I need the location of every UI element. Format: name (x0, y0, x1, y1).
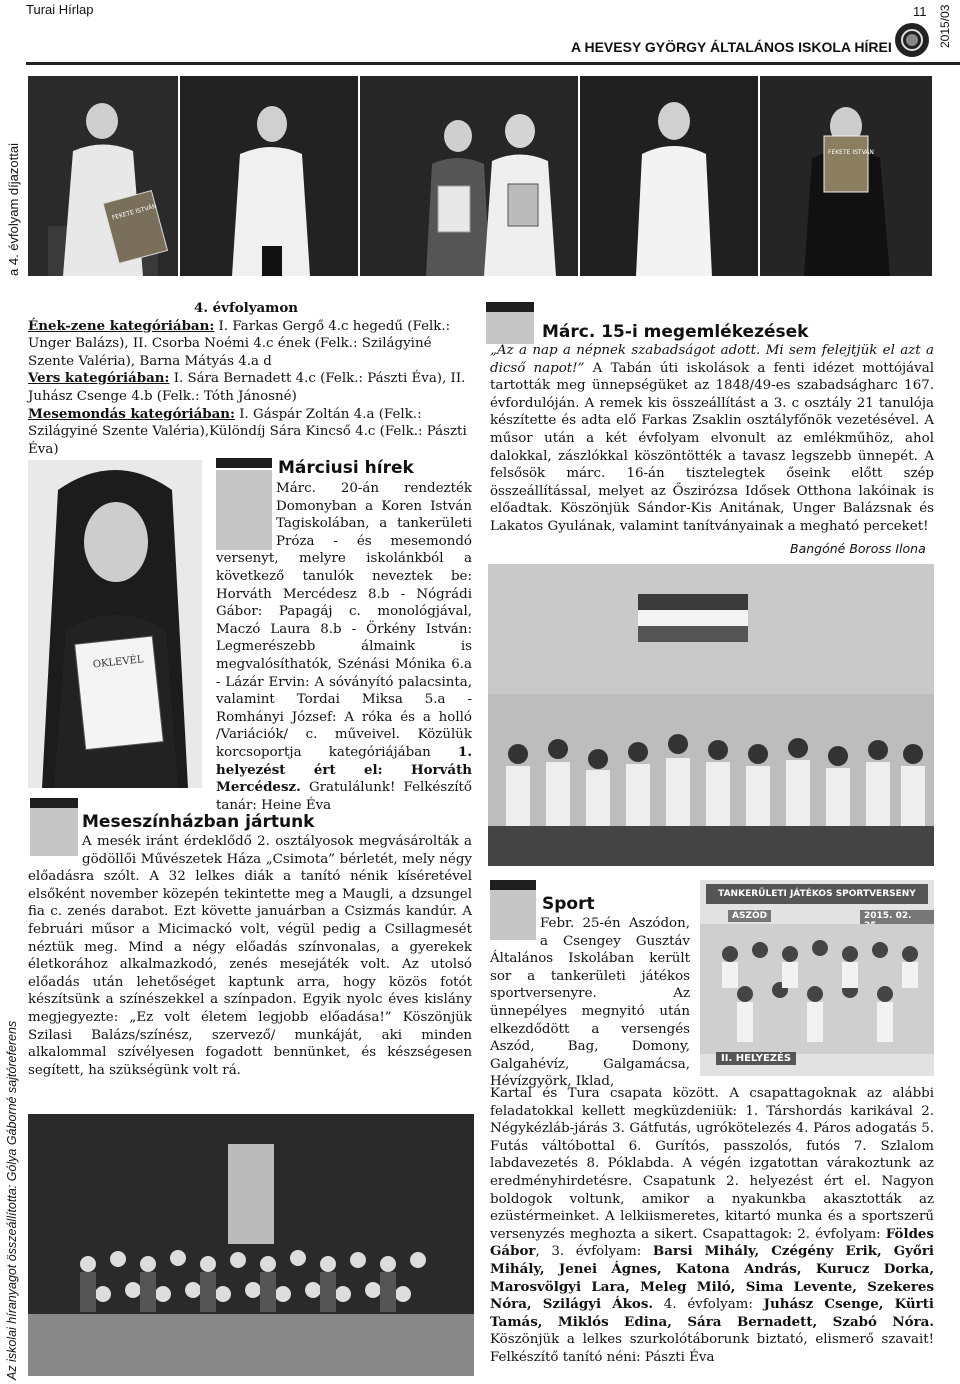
page-number: 11 (913, 4, 927, 19)
side-label-winners: a 4. évfolyam díjazottai (6, 143, 21, 276)
awards-title: 4. évfolyamon (194, 300, 299, 316)
sport-photo (700, 880, 934, 1076)
winner-photo-3 (360, 76, 578, 276)
marc15-decor-bar (486, 302, 534, 312)
marc15-decor-box (486, 312, 534, 344)
section-title: A HEVESY GYÖRGY ÁLTALÁNOS ISKOLA HÍREI (571, 39, 892, 55)
school-logo-icon (895, 23, 929, 57)
publication-name: Turai Hírlap (26, 2, 94, 17)
meseszinhaz-decor-bar (30, 798, 78, 808)
header-rule (26, 62, 960, 65)
awards-singing: Ének-zene kategóriában: I. Farkas Gergő 4.c hegedű (Felk.: Unger Balázs), II. Csorba Noémi 4.c ének (Felk.: Szilágyiné Szente Valéria), Barna Mátyás 4.a d (28, 317, 451, 369)
svg-text:FEKETE ISTVÁN: FEKETE ISTVÁN (828, 149, 874, 156)
sport-photo-result: II. HELYEZÉS (716, 1052, 796, 1065)
winner-photo-4 (580, 76, 758, 276)
sport-photo-date: 2015. 02. (860, 910, 934, 932)
ceremony-photo (488, 564, 934, 866)
sport-title: Sport (542, 894, 595, 914)
sport-body-top: Febr. 25-én Aszódon, a Csengey Gusztáv Általános Iskolában került sor a tankerületi játékos sportversenyre. Az ünnepélyes megnyitó után elkezdődött a versengés Aszód, Bag, Domony, Galgahévíz, Galgamácsa, Hévízgyörk, Iklad, (490, 916, 690, 1090)
issue-number: 2015/03 (938, 4, 952, 48)
winner-photo-1 (28, 76, 178, 276)
sport-decor-bar (490, 880, 536, 890)
winner-photo-2 (180, 76, 358, 276)
meseszinhaz-body: A mesék iránt érdeklődő 2. osztályosok megvásárolták a gödöllői Művészetek Háza „Csimota” bérletét, mely négy előadásra szólt. A 32 lelkes diák a tanító nénik kíséretével elsőként november közepén tekintette meg a Maugli, a dzsungel fia c. zenés darabot. Ezt követte januárban a Csizmás kandúr. A februári műsor a Micimackó volt, végül pedig a Csillagmesét néztük meg. Mind a négy előadás színvonalas, a gyerekek életkorához alkalmazkodó, zenés mesejáték volt. Az utolsó előadás után lehetőséget kaptunk arra, hogy közös fotót készítsünk a színészekkel a színpadon. Egyik nyolc éves kislány megjegyezte: „Ez volt életem legjobb előadása!” Köszönjük Szilasi Balázs/színész, szervező/ munkáját, aki minden alkalommal szívélyesen fogadott bennünket, és készségesen segített, ha szükségünk volt rá. (28, 834, 472, 1078)
marciusi-decor-bar (216, 458, 272, 468)
side-label-credits: Az iskolai híranyagot összeállította: Gólya Gáborné sajtóreferens (5, 1020, 19, 1380)
awards-poetry: Vers kategóriában: I. Sára Bernadett 4.c (Felk.: Pászti Éva), II. Juhász Csenge 4.b (Felk.: Tóth Jánosné) (28, 370, 466, 404)
portrait-photo (28, 460, 202, 788)
meseszinhaz-title: Meseszínházban jártunk (82, 812, 315, 832)
awards-section (28, 300, 474, 458)
theater-group-photo (28, 1114, 474, 1376)
svg-text:OKLEVÉL: OKLEVÉL (92, 654, 145, 671)
winner-photo-5 (760, 76, 932, 276)
marc15-signature: Bangóné Boross Ilona (790, 541, 926, 556)
sport-photo-place: ASZÓD (728, 910, 771, 922)
marc15-body: „Az a nap a népnek szabadságot adott. Mi sem felejtjük el azt a dicső napot!” A Tabán úti iskolások a fenti idézet mottójával tartották meg ünnepségüket az 1848/49-es szabadságharc 167. évfordulóján. A remek kis összeállítást a 3. c osztály 21 tanulója készítette és adta elő Farkas Zsaklin osztályfőnök vezetésével. A műsor után a két évfolyam elvonult az emlékműhöz, ahol dalokkal, zászlókkal köszöntötték a tavasz legszebb ünnepét. A felsősök márc. 16-án tisztelegtek őseink előtt szép összeállítással, melyet az Őszirózsa Idősek Otthona lakóinak is előadtak. Köszönjük Sándor-Kis Anitának, Unger Balázsnak és Lakatos Gyulának, valamint tanítványainak a megható perceket! (490, 343, 934, 534)
marciusi-title: Márciusi hírek (278, 458, 414, 478)
awards-storytelling: Mesemondás kategóriában: I. Gáspár Zoltán 4.a (Felk.: Szilágyiné Szente Valéria),Különdíj Sára Kincső 4.c (Felk.: Pászti Éva) (28, 405, 467, 457)
sport-photo-banner: TANKERÜLETI JÁTÉKOS SPORTVERSENY (706, 884, 928, 904)
svg-text:FEKETE ISTVÁN: FEKETE ISTVÁN (111, 202, 158, 222)
marc15-title: Márc. 15-i megemlékezések (542, 322, 809, 342)
sport-body-bottom: Kartal és Tura csapata között. A csapattagoknak az alábbi feladatokkal kellett megküzdeniük: 1. Társhordás karikával 2. Négykézláb-járás 3. Gátfutás, ugrókötelezés 4. Páros adogatás 5. Futás váltóbottal 6. Gurítós, passzolós, futós 7. Szlalom labdavezetés 8. Póklabda. A végén izgatottan várakoztunk az eredményhirdetésre. Csapatunk 2. helyezést ért el. Nagyon boldogok voltunk, amikor a nyakunkba akasztották az ezüstérmeinket. A lelkiismeretes, kitartó munka és a sportszerű versenyzés meghozta a sikert. Csapattagok: 2. évfolyam: Földes Gábor, 3. évfolyam: Barsi Mihály, Czégény Erik, Győri Mihály, Jenei Ágnes, Katona András, Kurucz Dorka, Marosvölgyi Lara, Meleg Miló, Sima Levente, Szekeres Nóra, Szilágyi Ákos. 4. évfolyam: Juhász Csenge, Kürti Tamás, Miklós Edina, Sára Bernadett, Szabó Nóra. Köszönjük a lelkes szurkolótáborunk biztató, elismerő szavait! Felkészítő tanító néni: Pászti Éva (490, 1086, 934, 1365)
marciusi-body: Márc. 20-án rendezték Domonyban a Koren István Tagiskolában, a tankerületi Próza - és mesemondó versenyt, melyre iskolánkból a következő tanulók neveztek be: Horváth Mercédesz 8.b - Nógrádi Gábor: Papagáj c. monológjával, Maczó Laura 8.b - Örkény István: Legmerészebb álmaink is megvalósíthatók, Szénási Mónika 6.a - Lázár Ervin: A sóványító palacsinta, valamint Tordai Miksa 5.a - Romhányi József: A róka és a holló /Variációk/ c. műveivel. Közülük korcsoportja kategóriájában 1. helyezést ért el: Horváth Mercédesz. Gratulálunk! Felkészítő tanár: Heine Éva (216, 481, 472, 813)
